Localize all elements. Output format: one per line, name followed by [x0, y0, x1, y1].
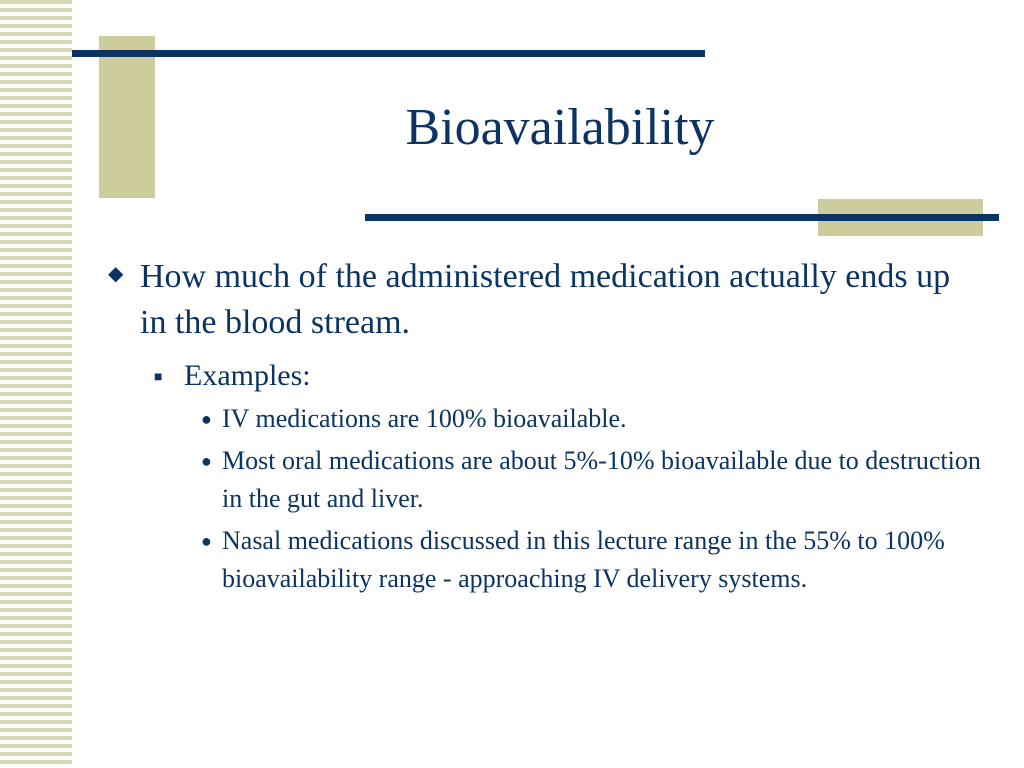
example-item — [104, 400, 982, 438]
navy-accent-line-bottom — [365, 214, 999, 221]
tan-accent-block-left — [99, 36, 155, 198]
slide-title: Bioavailability — [405, 99, 715, 156]
bullet-level1 — [104, 254, 984, 346]
round-bullet-icon: ● — [201, 451, 212, 471]
round-bullet-icon: ● — [201, 409, 212, 429]
bullet-level2 — [104, 358, 984, 394]
example-item — [104, 442, 982, 518]
example-text: Most oral medications are about 5%-10% bioavailable due to destruction in the gut and liver. — [222, 446, 981, 513]
examples-heading: Examples: — [184, 359, 311, 392]
navy-accent-line-top — [72, 50, 705, 57]
left-stripe-decoration — [0, 0, 72, 768]
example-text: Nasal medications discussed in this lecture range in the 55% to 100% bioavailability range - approaching IV delivery systems. — [222, 526, 945, 593]
square-bullet-icon: ■ — [154, 370, 163, 385]
round-bullet-icon: ● — [201, 531, 212, 551]
example-text: IV medications are 100% bioavailable. — [222, 404, 627, 433]
main-point-text: How much of the administered medication actually ends up in the blood stream. — [140, 258, 951, 341]
diamond-bullet-icon: ◆ — [108, 263, 124, 285]
slide-body — [104, 254, 984, 598]
example-item — [104, 522, 982, 598]
